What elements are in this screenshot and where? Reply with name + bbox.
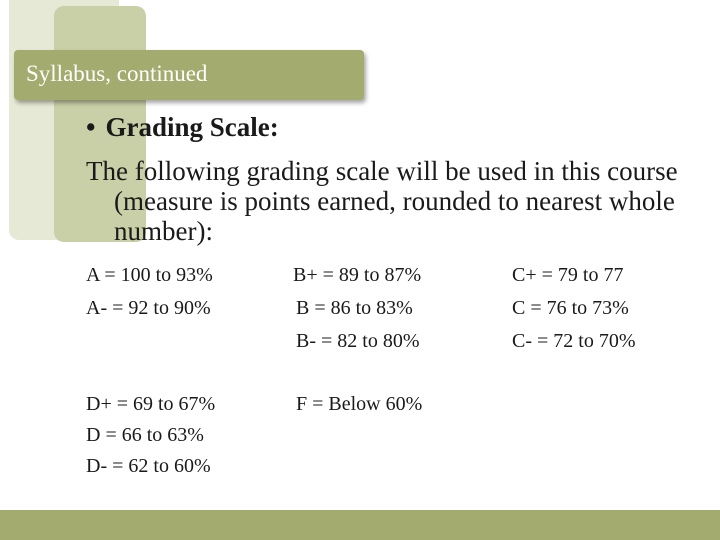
title-banner	[14, 50, 364, 100]
grade-a: A = 100 to 93%	[86, 264, 213, 286]
grade-c: C = 76 to 73%	[512, 297, 629, 319]
grade-d-minus: D- = 62 to 60%	[86, 455, 211, 477]
grade-d: D = 66 to 63%	[86, 424, 204, 446]
bullet-marker: •	[86, 112, 96, 142]
heading-text: Grading Scale:	[105, 112, 279, 142]
footer-bar	[0, 510, 720, 540]
grade-c-minus: C- = 72 to 70%	[512, 330, 636, 352]
slide-title: Syllabus, continued	[26, 61, 208, 86]
grade-f: F = Below 60%	[296, 393, 423, 415]
grade-d-plus: D+ = 69 to 67%	[86, 393, 216, 415]
grade-a-minus: A- = 92 to 90%	[86, 297, 211, 319]
intro-paragraph: The following grading scale will be used in this course (measure is points earned, rounded to nearest whole number):	[86, 156, 678, 246]
grade-b-plus: B+ = 89 to 87%	[293, 264, 422, 286]
grade-c-plus: C+ = 79 to 77	[512, 264, 624, 286]
grade-b-minus: B- = 82 to 80%	[296, 330, 420, 352]
grade-b: B = 86 to 83%	[296, 297, 413, 319]
grading-scale-heading	[86, 112, 279, 143]
